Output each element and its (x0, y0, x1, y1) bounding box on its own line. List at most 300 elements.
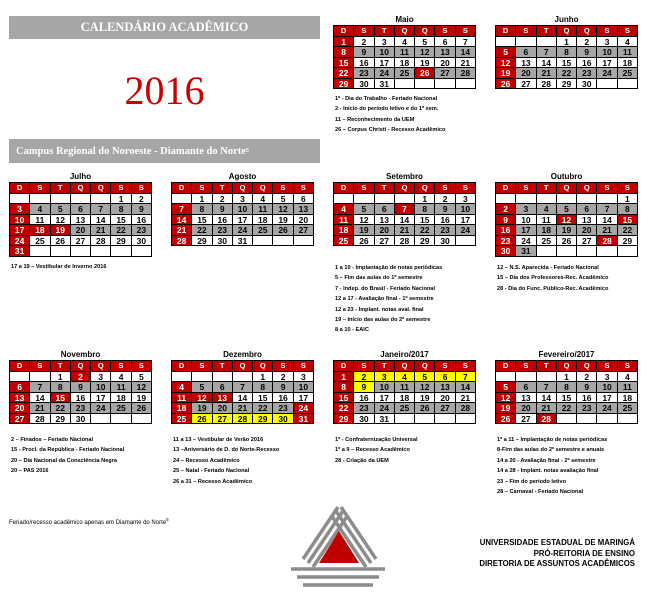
day-cell: 28 (537, 79, 557, 90)
day-cell: 27 (213, 414, 233, 425)
weekday-header: Q (577, 361, 597, 372)
empty-day-cell (91, 414, 111, 425)
day-cell: 16 (71, 393, 91, 404)
day-cell: 11 (30, 215, 50, 226)
month-grid (495, 25, 638, 89)
day-cell: 11 (172, 393, 192, 404)
day-cell: 10 (294, 382, 314, 393)
day-cell: 22 (618, 225, 638, 236)
day-cell: 24 (516, 236, 536, 247)
day-cell: 27 (516, 414, 536, 425)
day-cell: 17 (375, 393, 395, 404)
day-cell: 12 (354, 215, 374, 226)
weekday-header: S (456, 361, 476, 372)
day-cell: 8 (334, 382, 354, 393)
day-cell: 26 (557, 236, 577, 247)
weekday-header: Q (557, 26, 577, 37)
empty-day-cell (516, 372, 536, 383)
empty-day-cell (273, 236, 293, 247)
month-3 (171, 172, 314, 246)
day-cell: 30 (273, 414, 293, 425)
day-cell: 18 (537, 225, 557, 236)
day-cell: 28 (172, 236, 192, 247)
day-cell: 15 (51, 393, 71, 404)
day-cell: 22 (192, 225, 212, 236)
note-line: 1 a 10 - Implantação de notas periódicas (335, 265, 443, 271)
day-cell: 14 (456, 382, 476, 393)
note-line: 28 - Criação da UEM (335, 457, 389, 464)
day-cell: 10 (375, 47, 395, 58)
month-8 (333, 350, 476, 424)
day-cell: 15 (192, 215, 212, 226)
empty-day-cell (375, 194, 395, 205)
day-cell: 10 (597, 47, 617, 58)
day-cell: 25 (334, 236, 354, 247)
day-cell: 11 (253, 204, 273, 215)
empty-day-cell (233, 372, 253, 383)
day-cell: 20 (71, 225, 91, 236)
day-cell: 21 (172, 225, 192, 236)
day-cell: 4 (618, 37, 638, 48)
weekday-header: S (435, 361, 455, 372)
day-cell: 25 (395, 68, 415, 79)
day-cell: 13 (577, 215, 597, 226)
weekday-header: T (375, 361, 395, 372)
day-cell: 23 (132, 225, 152, 236)
day-cell: 14 (537, 393, 557, 404)
day-cell: 29 (334, 414, 354, 425)
weekday-header: S (132, 361, 152, 372)
day-cell: 4 (334, 204, 354, 215)
day-cell: 21 (30, 403, 50, 414)
day-cell: 27 (375, 236, 395, 247)
day-cell: 21 (395, 225, 415, 236)
day-cell: 10 (597, 382, 617, 393)
empty-day-cell (435, 414, 455, 425)
note-line: 17 a 19 – Vestibular de Inverno 2016 (11, 264, 107, 270)
month-grid (333, 25, 476, 89)
empty-day-cell (30, 372, 50, 383)
day-cell: 7 (233, 382, 253, 393)
day-cell: 18 (395, 58, 415, 69)
note-line: 15 – Dia dos Professores-Rec. Acadêmico (497, 275, 609, 282)
empty-day-cell (415, 414, 435, 425)
day-cell: 2 (71, 372, 91, 383)
day-cell: 31 (233, 236, 253, 247)
day-cell: 6 (375, 204, 395, 215)
day-cell: 28 (597, 236, 617, 247)
day-cell: 2 (213, 194, 233, 205)
month-grid (171, 182, 314, 246)
day-cell: 1 (253, 372, 273, 383)
empty-day-cell (516, 194, 536, 205)
day-cell: 2 (435, 194, 455, 205)
day-cell: 17 (91, 393, 111, 404)
day-cell: 4 (172, 382, 192, 393)
day-cell: 26 (192, 414, 212, 425)
day-cell: 30 (132, 236, 152, 247)
day-cell: 26 (496, 414, 516, 425)
weekday-header: Q (253, 361, 273, 372)
day-cell: 21 (233, 403, 253, 414)
empty-day-cell (537, 246, 557, 257)
day-cell: 4 (111, 372, 131, 383)
empty-day-cell (253, 236, 273, 247)
empty-day-cell (415, 79, 435, 90)
note-line: 24 – Recesso Acadêmico (173, 457, 240, 464)
month-title: Outubro (550, 172, 583, 181)
empty-day-cell (577, 194, 597, 205)
day-cell: 20 (516, 403, 536, 414)
day-cell: 20 (577, 225, 597, 236)
page-title: CALENDÁRIO ACADÊMICO (80, 20, 249, 34)
day-cell: 4 (537, 204, 557, 215)
weekday-header: D (334, 361, 354, 372)
day-cell: 11 (618, 47, 638, 58)
day-cell: 30 (435, 236, 455, 247)
weekday-header: D (334, 183, 354, 194)
weekday-header: S (516, 26, 536, 37)
day-cell: 2 (577, 37, 597, 48)
day-cell: 25 (537, 236, 557, 247)
month-notes (11, 262, 106, 272)
day-cell: 21 (456, 58, 476, 69)
empty-day-cell (334, 194, 354, 205)
day-cell: 24 (233, 225, 253, 236)
note-line: 28 – Carnaval - Feriado Nacional (497, 489, 584, 496)
day-cell: 28 (30, 414, 50, 425)
pro-reitoria: PRÓ-REITORIA DE ENSINO (533, 548, 635, 558)
day-cell: 12 (192, 393, 212, 404)
empty-day-cell (456, 414, 476, 425)
empty-day-cell (213, 372, 233, 383)
day-cell: 19 (132, 393, 152, 404)
empty-day-cell (577, 414, 597, 425)
day-cell: 30 (71, 414, 91, 425)
campus-banner (9, 139, 320, 163)
day-cell: 23 (213, 225, 233, 236)
day-cell: 25 (172, 414, 192, 425)
note-line: 7 - Indep. do Brasil - Feriado Nacional (335, 285, 436, 292)
day-cell: 29 (253, 414, 273, 425)
weekday-header: T (537, 361, 557, 372)
day-cell: 16 (577, 58, 597, 69)
day-cell: 15 (557, 58, 577, 69)
month-grid (9, 182, 152, 257)
day-cell: 22 (253, 403, 273, 414)
day-cell: 17 (597, 58, 617, 69)
weekday-header: S (456, 183, 476, 194)
weekday-header: D (334, 26, 354, 37)
day-cell: 7 (456, 372, 476, 383)
day-cell: 8 (618, 204, 638, 215)
empty-day-cell (192, 372, 212, 383)
empty-day-cell (132, 246, 152, 257)
day-cell: 20 (375, 225, 395, 236)
university-block (479, 538, 635, 570)
day-cell: 8 (334, 47, 354, 58)
day-cell: 24 (375, 68, 395, 79)
empty-day-cell (111, 246, 131, 257)
day-cell: 20 (435, 58, 455, 69)
day-cell: 8 (192, 204, 212, 215)
day-cell: 3 (597, 372, 617, 383)
day-cell: 26 (415, 403, 435, 414)
day-cell: 7 (597, 204, 617, 215)
day-cell: 27 (435, 403, 455, 414)
day-cell: 5 (354, 204, 374, 215)
day-cell: 14 (456, 47, 476, 58)
day-cell: 6 (213, 382, 233, 393)
day-cell: 6 (577, 204, 597, 215)
month-grid (171, 360, 314, 424)
day-cell: 15 (111, 215, 131, 226)
empty-day-cell (435, 79, 455, 90)
note-line: 5 – Fim das aulas do 1º semestre (335, 275, 423, 282)
day-cell: 9 (213, 204, 233, 215)
weekday-header: D (496, 26, 516, 37)
day-cell: 13 (375, 215, 395, 226)
month-title: Janeiro/2017 (380, 350, 429, 359)
day-cell: 6 (516, 382, 536, 393)
day-cell: 18 (111, 393, 131, 404)
day-cell: 14 (537, 58, 557, 69)
day-cell: 2 (354, 37, 374, 48)
empty-day-cell (557, 194, 577, 205)
day-cell: 14 (395, 215, 415, 226)
day-cell: 17 (597, 393, 617, 404)
day-cell: 24 (91, 403, 111, 414)
day-cell: 15 (557, 393, 577, 404)
weekday-header: Q (577, 183, 597, 194)
day-cell: 17 (456, 215, 476, 226)
day-cell: 26 (354, 236, 374, 247)
day-cell: 4 (395, 372, 415, 383)
weekday-header: Q (395, 361, 415, 372)
day-cell: 24 (597, 403, 617, 414)
weekday-header: Q (415, 361, 435, 372)
note-line: 12 a 17 - Avaliação final - 1º semestre (335, 296, 434, 303)
university-name: UNIVERSIDADE ESTADUAL DE MARINGÁ (479, 538, 635, 547)
note-line: 15 - Procl. da República - Feriado Nacional (11, 447, 125, 454)
day-cell: 4 (618, 372, 638, 383)
day-cell: 18 (30, 225, 50, 236)
month-4 (333, 172, 476, 246)
day-cell: 27 (294, 225, 314, 236)
day-cell: 13 (71, 215, 91, 226)
empty-day-cell (294, 236, 314, 247)
day-cell: 24 (597, 68, 617, 79)
weekday-header: S (435, 26, 455, 37)
day-cell: 16 (496, 225, 516, 236)
day-cell: 10 (516, 215, 536, 226)
day-cell: 29 (334, 79, 354, 90)
empty-day-cell (618, 414, 638, 425)
weekday-header: Q (71, 361, 91, 372)
day-cell: 23 (71, 403, 91, 414)
empty-day-cell (172, 194, 192, 205)
month-title: Julho (69, 172, 92, 181)
note-line: 11 a 13 – Vestibular de Verão 2016 (173, 437, 264, 443)
weekday-header: T (537, 26, 557, 37)
day-cell: 30 (213, 236, 233, 247)
day-cell: 8 (253, 382, 273, 393)
day-cell: 15 (618, 215, 638, 226)
month-notes (11, 435, 124, 477)
day-cell: 25 (618, 68, 638, 79)
day-cell: 21 (91, 225, 111, 236)
weekday-header: T (213, 361, 233, 372)
day-cell: 12 (51, 215, 71, 226)
empty-day-cell (51, 246, 71, 257)
day-cell: 26 (273, 225, 293, 236)
weekday-header: T (51, 183, 71, 194)
month-0 (333, 15, 476, 89)
month-notes (173, 435, 279, 487)
day-cell: 20 (516, 68, 536, 79)
day-cell: 29 (415, 236, 435, 247)
empty-day-cell (395, 414, 415, 425)
day-cell: 7 (172, 204, 192, 215)
day-cell: 23 (435, 225, 455, 236)
weekday-header: Q (233, 183, 253, 194)
day-cell: 8 (557, 382, 577, 393)
month-title: Novembro (60, 350, 101, 359)
day-cell: 16 (577, 393, 597, 404)
day-cell: 24 (294, 403, 314, 414)
empty-day-cell (30, 194, 50, 205)
day-cell: 28 (537, 414, 557, 425)
weekday-header: D (496, 361, 516, 372)
day-cell: 22 (334, 68, 354, 79)
day-cell: 27 (577, 236, 597, 247)
day-cell: 13 (294, 204, 314, 215)
empty-day-cell (91, 194, 111, 205)
day-cell: 5 (415, 37, 435, 48)
month-notes (497, 263, 608, 294)
month-2 (9, 172, 152, 257)
day-cell: 26 (496, 79, 516, 90)
note-line: 26 – Corpus Christi - Recesso Acadêmico (335, 127, 446, 134)
weekday-header: T (537, 183, 557, 194)
day-cell: 19 (496, 403, 516, 414)
day-cell: 9 (577, 382, 597, 393)
note-line: 1º a 11 – Implantação de notas periódicas (497, 437, 608, 443)
day-cell: 6 (294, 194, 314, 205)
year-label: 2016 (124, 68, 205, 113)
weekday-header: S (354, 183, 374, 194)
month-grid (333, 182, 476, 246)
weekday-header: S (111, 361, 131, 372)
empty-day-cell (30, 246, 50, 257)
footnote (9, 517, 169, 526)
day-cell: 3 (91, 372, 111, 383)
day-cell: 6 (71, 204, 91, 215)
day-cell: 19 (415, 393, 435, 404)
day-cell: 2 (132, 194, 152, 205)
weekday-header: Q (91, 183, 111, 194)
day-cell: 28 (395, 236, 415, 247)
day-cell: 4 (30, 204, 50, 215)
day-cell: 3 (375, 372, 395, 383)
day-cell: 13 (10, 393, 30, 404)
weekday-header: T (375, 26, 395, 37)
empty-day-cell (496, 194, 516, 205)
day-cell: 18 (334, 225, 354, 236)
day-cell: 31 (516, 246, 536, 257)
weekday-header: S (273, 183, 293, 194)
weekday-header: Q (395, 183, 415, 194)
day-cell: 18 (253, 215, 273, 226)
empty-day-cell (537, 37, 557, 48)
weekday-header: Q (557, 183, 577, 194)
weekday-header: Q (71, 183, 91, 194)
day-cell: 16 (213, 215, 233, 226)
day-cell: 21 (537, 403, 557, 414)
empty-day-cell (354, 194, 374, 205)
empty-day-cell (395, 79, 415, 90)
empty-day-cell (557, 246, 577, 257)
day-cell: 19 (51, 225, 71, 236)
empty-day-cell (172, 372, 192, 383)
day-cell: 10 (375, 382, 395, 393)
footnote-text: Feriado/recesso acadêmico apenas em Diamante do Norte (9, 520, 167, 526)
empty-day-cell (456, 79, 476, 90)
day-cell: 12 (415, 382, 435, 393)
note-line: 2 - Início do período letivo e do 1º sem. (335, 106, 439, 113)
day-cell: 19 (415, 58, 435, 69)
note-line: 20 – PAS 2016 (11, 468, 49, 475)
day-cell: 12 (496, 58, 516, 69)
day-cell: 9 (132, 204, 152, 215)
day-cell: 21 (597, 225, 617, 236)
weekday-header: S (597, 183, 617, 194)
day-cell: 3 (375, 37, 395, 48)
note-line: 26 a 31 – Recesso Acadêmico (173, 478, 253, 485)
empty-day-cell (577, 246, 597, 257)
day-cell: 1 (618, 194, 638, 205)
note-line: 23 – Fim do período letivo (497, 478, 567, 485)
day-cell: 23 (354, 68, 374, 79)
day-cell: 7 (537, 47, 557, 58)
day-cell: 17 (294, 393, 314, 404)
day-cell: 26 (415, 68, 435, 79)
day-cell: 18 (172, 403, 192, 414)
day-cell: 25 (30, 236, 50, 247)
empty-day-cell (51, 194, 71, 205)
day-cell: 28 (233, 414, 253, 425)
day-cell: 21 (537, 68, 557, 79)
day-cell: 22 (557, 403, 577, 414)
month-notes (335, 94, 445, 136)
day-cell: 9 (435, 204, 455, 215)
note-line: 8 a 10 - EAIC (335, 327, 369, 334)
day-cell: 2 (577, 372, 597, 383)
day-cell: 23 (577, 68, 597, 79)
month-grid (333, 360, 476, 424)
weekday-header: S (30, 361, 50, 372)
weekday-header: S (597, 26, 617, 37)
empty-day-cell (597, 79, 617, 90)
weekday-header: S (294, 183, 314, 194)
weekday-header: Q (91, 361, 111, 372)
day-cell: 6 (435, 372, 455, 383)
empty-day-cell (10, 372, 30, 383)
day-cell: 5 (273, 194, 293, 205)
day-cell: 1 (111, 194, 131, 205)
day-cell: 13 (435, 47, 455, 58)
empty-day-cell (516, 37, 536, 48)
